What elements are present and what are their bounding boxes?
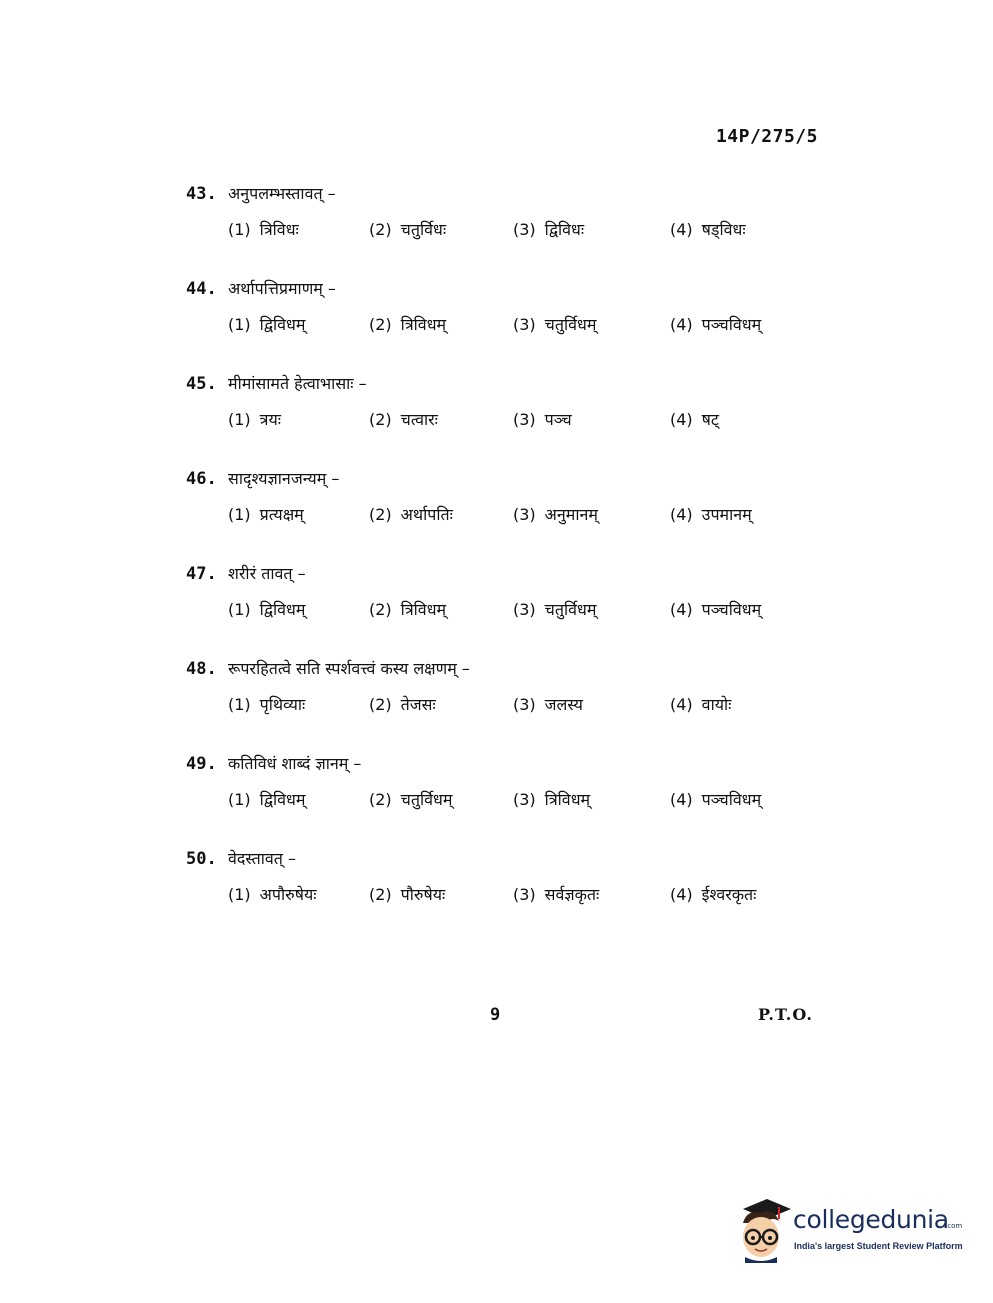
option-text: उपमानम् (701, 505, 752, 524)
option-number: (3) (513, 885, 536, 904)
options-row (186, 598, 826, 628)
option-number: (2) (369, 790, 392, 809)
option-text: ईश्वरकृतः (701, 885, 757, 904)
option-text: पञ्चविधम् (701, 600, 762, 619)
option-4 (670, 883, 756, 905)
option-number: (2) (369, 410, 392, 429)
option-number: (1) (228, 790, 251, 809)
option-3 (513, 503, 598, 525)
option-3 (513, 883, 599, 905)
question-number: 45. (186, 374, 217, 394)
option-2 (369, 693, 436, 715)
option-3 (513, 788, 590, 810)
question-text: कतिविधं शाब्दं ज्ञानम् – (228, 754, 362, 773)
question-50 (186, 847, 826, 942)
option-number: (4) (670, 315, 693, 334)
option-2 (369, 503, 453, 525)
option-text: चतुर्विधम् (544, 600, 597, 619)
options-row (186, 218, 826, 248)
option-1 (228, 408, 281, 430)
question-header (186, 277, 826, 311)
option-number: (4) (670, 695, 693, 714)
paper-code: 14P/275/5 (715, 126, 818, 147)
option-number: (4) (670, 220, 693, 239)
option-1 (228, 598, 305, 620)
option-3 (513, 598, 596, 620)
question-text: सादृश्यज्ञानजन्यम् – (228, 469, 340, 488)
collegedunia-watermark (733, 1195, 965, 1265)
option-number: (1) (228, 220, 251, 239)
option-text: अर्थापतिः (400, 505, 453, 524)
options-row (186, 313, 826, 343)
option-2 (369, 218, 446, 240)
option-number: (1) (228, 315, 251, 334)
question-header (186, 562, 826, 596)
option-text: चत्वारः (400, 410, 438, 429)
option-text: अनुमानम् (544, 505, 598, 524)
option-1 (228, 503, 304, 525)
option-number: (1) (228, 695, 251, 714)
option-text: षड्विधः (701, 220, 746, 239)
brand-name: collegedunia (793, 1205, 949, 1234)
option-text: त्रयः (259, 410, 282, 429)
option-number: (2) (369, 315, 392, 334)
option-text: चतुर्विधः (400, 220, 447, 239)
question-header (186, 467, 826, 501)
option-number: (1) (228, 505, 251, 524)
option-text: द्विविधम् (259, 315, 306, 334)
option-number: (2) (369, 600, 392, 619)
option-number: (4) (670, 410, 693, 429)
question-number: 43. (186, 184, 217, 204)
option-number: (2) (369, 885, 392, 904)
options-row (186, 693, 826, 723)
option-3 (513, 693, 583, 715)
option-number: (1) (228, 410, 251, 429)
option-text: त्रिविधम् (400, 600, 447, 619)
option-number: (4) (670, 505, 693, 524)
option-text: जलस्य (544, 695, 583, 714)
option-1 (228, 218, 299, 240)
option-text: पञ्चविधम् (701, 790, 762, 809)
option-number: (3) (513, 600, 536, 619)
question-list (186, 182, 826, 942)
page-number: 9 (490, 1005, 501, 1025)
option-4 (670, 408, 719, 430)
option-1 (228, 883, 316, 905)
option-text: चतुर्विधम् (400, 790, 453, 809)
option-text: त्रिविधम् (544, 790, 591, 809)
question-text: शरीरं तावत् – (228, 564, 306, 583)
question-header (186, 657, 826, 691)
option-number: (3) (513, 315, 536, 334)
question-45 (186, 372, 826, 467)
option-text: अपौरुषेयः (259, 885, 317, 904)
question-43 (186, 182, 826, 277)
option-text: वायोः (701, 695, 732, 714)
option-4 (670, 788, 761, 810)
option-number: (4) (670, 885, 693, 904)
option-3 (513, 218, 584, 240)
option-text: त्रिविधः (259, 220, 299, 239)
options-row (186, 788, 826, 818)
option-number: (4) (670, 600, 693, 619)
option-number: (1) (228, 600, 251, 619)
option-text: द्विविधम् (259, 600, 306, 619)
question-48 (186, 657, 826, 752)
option-text: पृथिव्याः (259, 695, 306, 714)
option-1 (228, 788, 305, 810)
options-row (186, 408, 826, 438)
options-row (186, 883, 826, 913)
option-text: पौरुषेयः (400, 885, 446, 904)
option-4 (670, 598, 761, 620)
option-text: त्रिविधम् (400, 315, 447, 334)
option-text: षट् (701, 410, 719, 429)
option-text: पञ्चविधम् (701, 315, 762, 334)
question-text: मीमांसामते हेत्वाभासाः – (228, 374, 367, 393)
question-number: 44. (186, 279, 217, 299)
option-4 (670, 313, 761, 335)
option-text: द्विविधः (544, 220, 585, 239)
option-text: चतुर्विधम् (544, 315, 597, 334)
question-header (186, 752, 826, 786)
option-number: (3) (513, 410, 536, 429)
question-header (186, 372, 826, 406)
option-1 (228, 693, 305, 715)
option-text: सर्वज्ञकृतः (544, 885, 600, 904)
question-44 (186, 277, 826, 372)
option-number: (1) (228, 885, 251, 904)
question-number: 46. (186, 469, 217, 489)
question-47 (186, 562, 826, 657)
option-4 (670, 503, 752, 525)
option-number: (3) (513, 505, 536, 524)
option-number: (3) (513, 790, 536, 809)
option-number: (2) (369, 695, 392, 714)
question-46 (186, 467, 826, 562)
option-text: तेजसः (400, 695, 436, 714)
options-row (186, 503, 826, 533)
option-2 (369, 313, 446, 335)
question-text: अनुपलम्भस्तावत् – (228, 184, 336, 203)
option-number: (3) (513, 220, 536, 239)
question-number: 48. (186, 659, 217, 679)
question-49 (186, 752, 826, 847)
option-3 (513, 408, 572, 430)
option-2 (369, 598, 446, 620)
option-2 (369, 788, 452, 810)
option-2 (369, 408, 438, 430)
option-number: (3) (513, 695, 536, 714)
option-1 (228, 313, 305, 335)
option-2 (369, 883, 445, 905)
question-number: 49. (186, 754, 217, 774)
option-number: (4) (670, 790, 693, 809)
option-number: (2) (369, 220, 392, 239)
question-number: 47. (186, 564, 217, 584)
question-header (186, 847, 826, 881)
question-number: 50. (186, 849, 217, 869)
brand-suffix: .com (945, 1222, 963, 1230)
option-text: प्रत्यक्षम् (259, 505, 304, 524)
question-header (186, 182, 826, 216)
question-text: वेदस्तावत् – (228, 849, 296, 868)
option-4 (670, 693, 731, 715)
option-text: पञ्च (544, 410, 572, 429)
question-text: रूपरहितत्वे सति स्पर्शवत्त्वं कस्य लक्षणम् – (228, 659, 470, 678)
option-3 (513, 313, 596, 335)
option-text: द्विविधम् (259, 790, 306, 809)
option-number: (2) (369, 505, 392, 524)
option-4 (670, 218, 746, 240)
mascot-logo-icon (733, 1195, 791, 1263)
question-text: अर्थापत्तिप्रमाणम् – (228, 279, 336, 298)
pto-label: P.T.O. (758, 1005, 813, 1024)
brand-tagline: India's largest Student Review Platform (794, 1241, 963, 1251)
